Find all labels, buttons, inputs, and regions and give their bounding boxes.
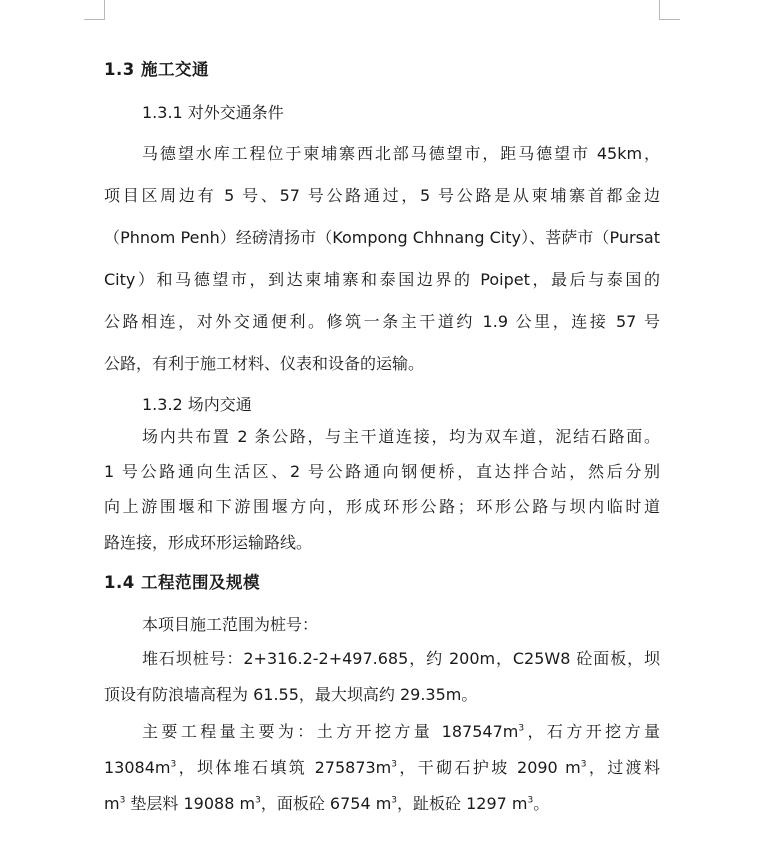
paragraph-line: 路连接，形成环形运输路线。 [104, 533, 313, 552]
superscript: 3 [518, 723, 525, 734]
text-run: m [104, 794, 120, 813]
text-run: ，干砌石护坡 2090 m [397, 758, 581, 777]
subsection-heading-1-3-1: 1.3.1 对外交通条件 [142, 103, 284, 122]
paragraph-line: City）和马德望市，到达柬埔寨和泰国边界的 Poipet，最后与泰国的 [104, 270, 660, 289]
paragraph-line: 场内共布置 2 条公路，与主干道连接，均为双车道，泥结石路面。 [142, 427, 660, 446]
text-run: ，石方开挖方量 [524, 722, 660, 741]
subsection-heading-1-3-2: 1.3.2 场内交通 [142, 395, 252, 414]
superscript: 3 [391, 759, 397, 770]
paragraph-line: 1 号公路通向生活区、2 号公路通向钢便桥，直达拌合站，然后分别 [104, 462, 660, 481]
paragraph-line-quantities-3 [104, 793, 660, 815]
paragraph-line: 公路，有利于施工材料、仪表和设备的运输。 [104, 354, 425, 373]
text-run: 主要工程量主要为：土方开挖方量 187547m [142, 722, 519, 741]
text-run: ，过渡料 [586, 758, 660, 777]
text-run: ，坝体堆石填筑 275873m [176, 758, 392, 777]
crop-mark-right-vertical [659, 0, 660, 20]
section-heading-1-3: 1.3 施工交通 [104, 60, 209, 79]
paragraph-line: 本项目施工范围为桩号： [142, 615, 319, 634]
paragraph-line: 马德望水库工程位于柬埔寨西北部马德望市，距马德望市 45km， [142, 144, 660, 163]
crop-mark-left-horizontal [84, 19, 104, 20]
text-run: 。 [533, 794, 550, 813]
paragraph-line-quantities-1 [142, 721, 660, 743]
paragraph-line: 公路相连，对外交通便利。修筑一条主干道约 1.9 公里，连接 57 号 [104, 312, 660, 331]
paragraph-line: 项目区周边有 5 号、57 号公路通过，5 号公路是从柬埔寨首都金边 [104, 186, 660, 205]
crop-mark-left-vertical [104, 0, 105, 20]
text-run: ，趾板砼 1297 m [397, 794, 528, 813]
paragraph-line: （Phnom Penh）经磅清扬市（Kompong Chhnang City）、菩萨市（Pursat [104, 228, 660, 247]
superscript: 3 [580, 759, 587, 770]
superscript: 3 [170, 759, 177, 770]
text-run: ，面板砼 6754 m [260, 794, 392, 813]
paragraph-line: 顶设有防浪墙高程为 61.55，最大坝高约 29.35m。 [104, 685, 478, 704]
paragraph-line: 向上游围堰和下游围堰方向，形成环形公路；环形公路与坝内临时道 [104, 497, 660, 516]
superscript: 3 [527, 795, 534, 806]
paragraph-line-quantities-2 [104, 757, 660, 779]
text-run: 13084m [104, 758, 171, 777]
paragraph-line: 堆石坝桩号：2+316.2-2+497.685，约 200m，C25W8 砼面板，坝 [142, 649, 660, 668]
superscript: 3 [391, 795, 398, 806]
text-run: 垫层料 19088 m [125, 794, 256, 813]
section-heading-1-4: 1.4 工程范围及规模 [104, 573, 260, 592]
superscript: 3 [255, 795, 261, 806]
crop-mark-right-horizontal [660, 19, 680, 20]
superscript: 3 [119, 795, 126, 806]
